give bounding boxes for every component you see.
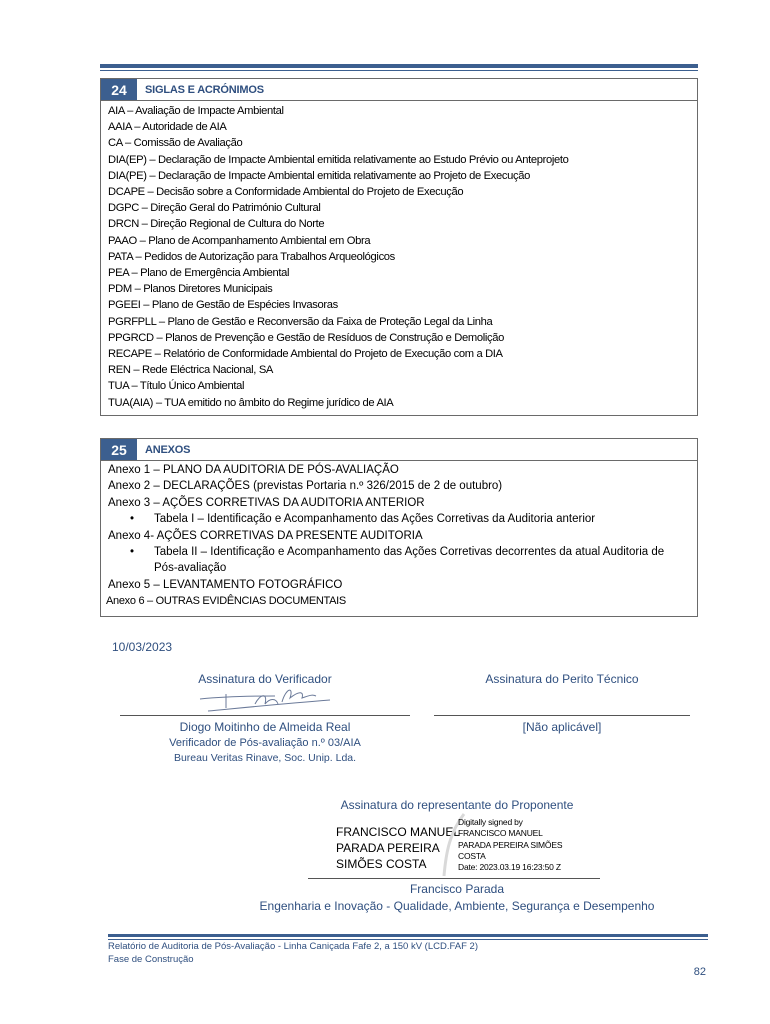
acronym-item: PAAO – Plano de Acompanhamento Ambiental em Obra xyxy=(108,234,371,247)
section-acronyms xyxy=(100,78,698,416)
annex-subitem xyxy=(108,511,697,527)
acronym-list xyxy=(101,101,697,415)
verifier-name: Diogo Moitinho de Almeida Real xyxy=(179,720,351,734)
acronym-item: REN – Rede Eléctrica Nacional, SA xyxy=(108,364,274,377)
acronym-item: CA – Comissão de Avaliação xyxy=(108,137,243,150)
expert-signature-line xyxy=(434,715,690,716)
proponent-name: Francisco Parada xyxy=(409,882,505,896)
acronym-item: PATA – Pedidos de Autorização para Trabalhos Arqueológicos xyxy=(108,250,395,263)
annex-item: Anexo 6 – OUTRAS EVIDÊNCIAS DOCUMENTAIS xyxy=(106,595,346,608)
footer-rule-thin xyxy=(108,939,708,940)
acronym-item: PEA – Plano de Emergência Ambiental xyxy=(108,267,290,280)
acronym-item: DCAPE – Decisão sobre a Conformidade Ambiental do Projeto de Execução xyxy=(108,186,464,199)
acronym-item: DGPC – Direção Geral do Património Cultural xyxy=(108,202,321,215)
section-header xyxy=(101,79,697,101)
acronym-item: TUA – Título Único Ambiental xyxy=(108,380,245,393)
section-header xyxy=(101,439,697,461)
section-title: ANEXOS xyxy=(145,443,191,456)
digital-signature-info: Digitally signed by FRANCISCO MANUEL PARADA PEREIRA SIMÕES COSTA Date: 2023.03.19 16:23:50 Z xyxy=(458,817,563,873)
report-date: 10/03/2023 xyxy=(112,640,173,654)
section-title: SIGLAS E ACRÓNIMOS xyxy=(145,83,264,96)
section-number: 24 xyxy=(101,79,137,100)
bullet-icon: • xyxy=(130,546,135,559)
acronym-item: PGEEI – Plano de Gestão de Espécies Invasoras xyxy=(108,299,338,312)
expert-name: [Não aplicável] xyxy=(522,720,602,734)
page-number: 82 xyxy=(693,966,706,978)
footer-rule xyxy=(108,934,708,937)
proponent-department: Engenharia e Inovação - Qualidade, Ambiente, Segurança e Desempenho xyxy=(259,899,655,913)
expert-signature-heading: Assinatura do Perito Técnico xyxy=(485,672,639,686)
section-number: 25 xyxy=(101,439,137,460)
annex-subitem-text: Tabela II – Identificação e Acompanhamento das Ações Corretivas decorrentes da atual Auditoria de Pós-avaliação xyxy=(154,546,665,575)
annex-subitem xyxy=(108,544,697,577)
annex-item: Anexo 1 – PLANO DA AUDITORIA DE PÓS-AVALIAÇÃO xyxy=(108,464,399,476)
acronym-item: DRCN – Direção Regional de Cultura do Norte xyxy=(108,218,325,231)
verifier-signature-image xyxy=(190,684,340,716)
annex-list xyxy=(101,461,697,616)
annex-subitem-text: Tabela I – Identificação e Acompanhamento das Ações Corretivas da Auditoria anterior xyxy=(154,513,596,526)
acronym-item: PPGRCD – Planos de Prevenção e Gestão de Resíduos de Construção e Demolição xyxy=(108,331,504,344)
proponent-signer-name: FRANCISCO MANUEL PARADA PEREIRA SIMÕES COSTA xyxy=(336,825,461,871)
annex-item: Anexo 3 – AÇÕES CORRETIVAS DA AUDITORIA ANTERIOR xyxy=(108,496,425,509)
acronym-item: RECAPE – Relatório de Conformidade Ambiental do Projeto de Execução com a DIA xyxy=(108,348,503,361)
acronym-item: DIA(EP) – Declaração de Impacte Ambiental emitida relativamente ao Estudo Prévio ou Anteprojeto xyxy=(108,153,569,166)
proponent-signature-line xyxy=(308,878,600,879)
annex-item: Anexo 5 – LEVANTAMENTO FOTOGRÁFICO xyxy=(108,578,343,591)
verifier-signature-text: Diogo Real xyxy=(250,710,255,711)
acronym-item: PDM – Planos Diretores Municipais xyxy=(108,283,273,296)
acronym-item: PGRFPLL – Plano de Gestão e Reconversão da Faixa de Proteção Legal da Linha xyxy=(108,315,493,328)
acronym-item: TUA(AIA) – TUA emitido no âmbito do Regime jurídico de AIA xyxy=(108,396,394,409)
verifier-company: Bureau Veritas Rinave, Soc. Unip. Lda. xyxy=(173,752,357,764)
acronym-item: AAIA – Autoridade de AIA xyxy=(108,121,227,134)
top-rule xyxy=(100,64,698,68)
acronym-item: DIA(PE) – Declaração de Impacte Ambiental emitida relativamente ao Projeto de Execução xyxy=(108,169,530,182)
footer-phase: Fase de Construção xyxy=(108,954,194,965)
section-annexes xyxy=(100,438,698,617)
footer-report-title: Relatório de Auditoria de Pós-Avaliação - Linha Caniçada Fafe 2, a 150 kV (LCD.FAF 2) xyxy=(108,941,478,952)
annex-item: Anexo 2 – DECLARAÇÕES (previstas Portaria n.º 326/2015 de 2 de outubro) xyxy=(108,480,503,493)
acronym-item: AIA – Avaliação de Impacte Ambiental xyxy=(108,105,284,117)
bullet-icon: • xyxy=(130,513,135,526)
proponent-signature-heading: Assinatura do representante do Proponente xyxy=(340,798,574,812)
top-rule-thin xyxy=(100,70,698,71)
annex-item: Anexo 4- AÇÕES CORRETIVAS DA PRESENTE AUDITORIA xyxy=(108,529,423,542)
verifier-signature-heading: Assinatura do Verificador xyxy=(198,672,332,686)
verifier-role: Verificador de Pós-avaliação n.º 03/AIA xyxy=(169,737,361,749)
verifier-signature-line xyxy=(120,715,410,716)
